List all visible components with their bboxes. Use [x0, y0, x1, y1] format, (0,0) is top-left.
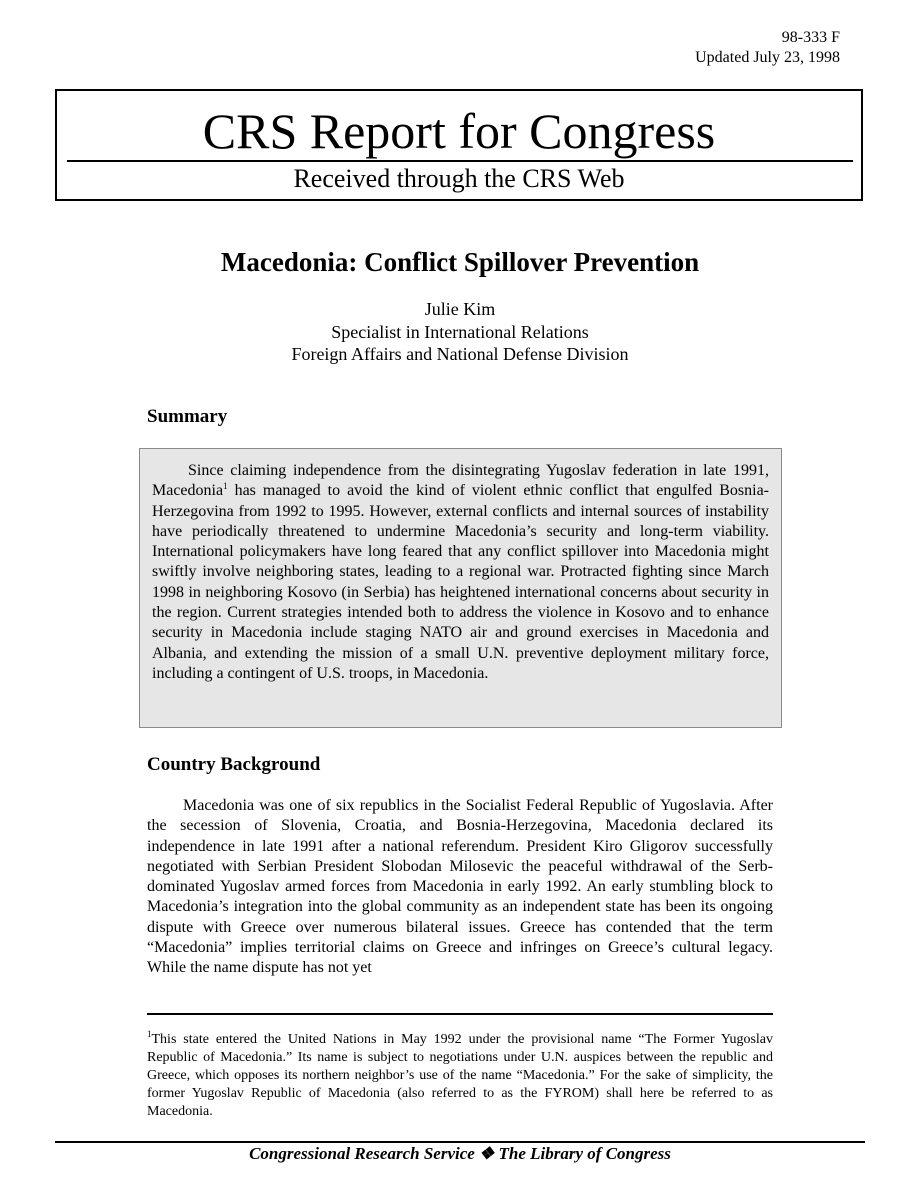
- footnote-number: 1: [147, 1029, 152, 1039]
- summary-box: [139, 448, 782, 728]
- summary-text: [152, 461, 769, 684]
- updated-date: Updated July 23, 1998: [695, 49, 840, 66]
- summary-heading: Summary: [147, 406, 228, 427]
- masthead-rule: [67, 160, 853, 162]
- report-identifier: [695, 28, 840, 68]
- masthead-subtitle: Received through the CRS Web: [293, 164, 625, 193]
- masthead-title: CRS Report for Congress: [202, 103, 716, 159]
- document-title: Macedonia: Conflict Spillover Prevention: [220, 247, 700, 277]
- footnote-reference: 1: [223, 481, 228, 492]
- author-role: Specialist in International Relations: [331, 321, 589, 342]
- background-text: Macedonia was one of six republics in the Socialist Federal Republic of Yugoslavia. After the secession of Slovenia, Croatia, and Bosnia-Herzegovina, Macedonia declared its independence in late 1991 after a national referendum. President Kiro Gligorov successfully negotiated with Serbian President Slobodan Milosevic the peaceful withdrawal of the Serb-dominated Yugoslav armed forces from Macedonia in early 1992. An early stumbling block to Macedonia’s integration into the global community as an independent state has been its ongoing dispute with Greece over numerous bilateral issues. Greece has contended that the term “Macedonia” implies territorial claims on Greece and infringes on Greece’s cultural legacy. While the name dispute has not yet: [147, 797, 773, 977]
- background-heading: Country Background: [147, 754, 321, 775]
- footnote-text: This state entered the United Nations in May 1992 under the provisional name “The Former Yugoslav Republic of Macedonia.” Its name is subject to negotiations under U.N. auspices between the republic and Greece, which opposes its northern neighbor’s use of the name “Macedonia.” For the sake of simplicity, the former Yugoslav Republic of Macedonia (also referred to as the FYROM) shall here be referred to as Macedonia.: [147, 1032, 773, 1119]
- report-number: 98-333 F: [781, 29, 840, 46]
- footnote: [147, 1031, 773, 1121]
- summary-text-part-2: has managed to avoid the kind of violent ethnic conflict that engulfed Bosnia-Herzegovina from 1992 to 1995. However, external conflicts and internal sources of instability have periodically threatened to undermine Macedonia’s security and long-term viability. International policymakers have long feared that any conflict spillover into Macedonia might swiftly involve neighboring states, leading to a regional war. Protracted fighting since March 1998 in neighboring Kosovo (in Serbia) has heightened international concerns about security in the region. Current strategies intended both to address the violence in Kosovo and to enhance security in Macedonia include staging NATO air and ground exercises in Macedonia and Albania, and extending the mission of a small U.N. preventive deployment military force, including a contingent of U.S. troops, in Macedonia.: [152, 482, 769, 682]
- summary-text-part-1: Since claiming independence from the disintegrating Yugoslav federation in late 1991, Macedonia: [152, 462, 769, 500]
- footnote-divider: [147, 1013, 773, 1015]
- author-name: Julie Kim: [424, 299, 496, 319]
- author-block: [0, 298, 920, 366]
- masthead: [55, 89, 863, 201]
- author-division: Foreign Affairs and National Defense Division: [291, 344, 629, 364]
- footer-text: Congressional Research Service ❖ The Library of Congress: [249, 1144, 671, 1163]
